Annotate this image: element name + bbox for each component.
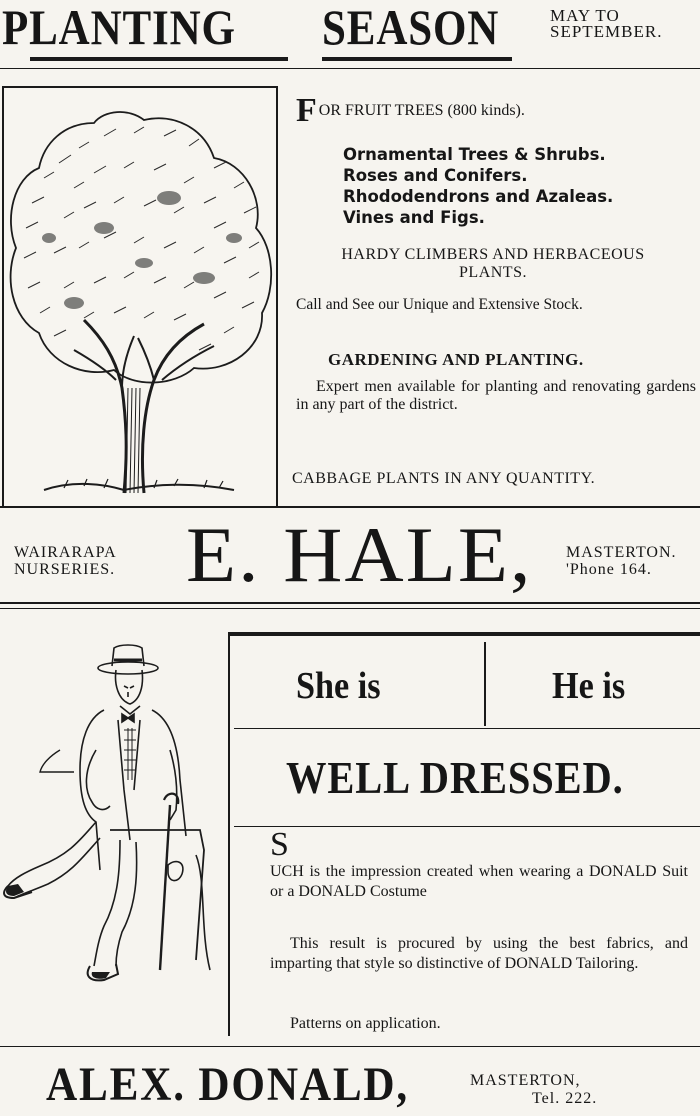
gardening-heading: GARDENING AND PLANTING. [328, 350, 584, 369]
section-divider-bottom [0, 608, 700, 609]
climbers-line2: PLANTS. [459, 264, 527, 281]
headline-planting: PLANTING [2, 0, 236, 55]
well-dressed-tagline: WELL DRESSED. [286, 752, 624, 803]
gardening-body: Expert men available for planting and renovating gardens in any part of the district. [296, 378, 696, 413]
climbers-line1: HARDY CLIMBERS AND HERBACEOUS [341, 246, 645, 263]
mid-divider [0, 506, 700, 508]
header-divider [0, 68, 700, 69]
donald-town: MASTERTON, [470, 1072, 581, 1089]
she-he-underline [234, 728, 700, 729]
tree-illustration [4, 88, 276, 506]
tailor-name: ALEX. DONALD, [46, 1058, 410, 1111]
she-he-divider [484, 642, 486, 726]
nursery-line2: NURSERIES. [14, 561, 116, 578]
hale-phone: 'Phone 164. [566, 561, 652, 578]
he-is-text: He is [552, 665, 626, 707]
she-is-text: She is [296, 665, 381, 707]
season-dates-line2: SEPTEMBER. [550, 22, 663, 41]
fruit-dropcap: F [296, 92, 317, 129]
stock-list [343, 144, 613, 228]
call-and-see-text: Call and See our Unique and Extensive Stock. [296, 296, 583, 313]
hale-contact [566, 544, 677, 578]
proprietor-name: E. HALE, [186, 511, 533, 598]
fruit-trees-line [296, 92, 525, 129]
stock-list-item: Vines and Figs. [343, 208, 485, 227]
headline-underline-right [322, 57, 512, 61]
nursery-line1: WAIRARAPA [14, 544, 117, 561]
tree-illustration-frame [2, 86, 278, 508]
section-divider-top [0, 602, 700, 604]
donald-contact [470, 1072, 597, 1108]
fruit-trees-text: OR FRUIT TREES (800 kinds). [318, 102, 525, 119]
headline-season: SEASON [322, 0, 500, 55]
stock-list-item: Rhododendrons and Azaleas. [343, 187, 614, 206]
donald-top-rule [228, 632, 700, 636]
nursery-name [14, 544, 117, 578]
season-dates-line1: MAY TO [550, 6, 620, 25]
para1-text: UCH is the impression created when wearing a DONALD Suit or a DONALD Costume [270, 863, 688, 900]
patterns-text: Patterns on application. [290, 1015, 441, 1032]
gentleman-illustration [0, 640, 222, 1000]
donald-tel: Tel. 222. [532, 1090, 598, 1107]
stock-list-item: Roses and Conifers. [343, 166, 528, 185]
cabbage-plants-text: CABBAGE PLANTS IN ANY QUANTITY. [292, 470, 596, 487]
donald-para-2: This result is procured by using the best fabrics, and imparting that style so distinctive of DONALD Tailoring. [270, 935, 688, 972]
donald-para-1 [270, 824, 688, 902]
hale-town: MASTERTON. [566, 544, 677, 561]
para1-dropcap: S [270, 826, 289, 863]
stock-list-item: Ornamental Trees & Shrubs. [343, 145, 606, 164]
season-dates [550, 8, 663, 40]
headline-underline-left [30, 57, 288, 61]
donald-left-rule [228, 632, 230, 1036]
climbers-block [290, 246, 696, 282]
donald-bottom-rule [0, 1046, 700, 1047]
